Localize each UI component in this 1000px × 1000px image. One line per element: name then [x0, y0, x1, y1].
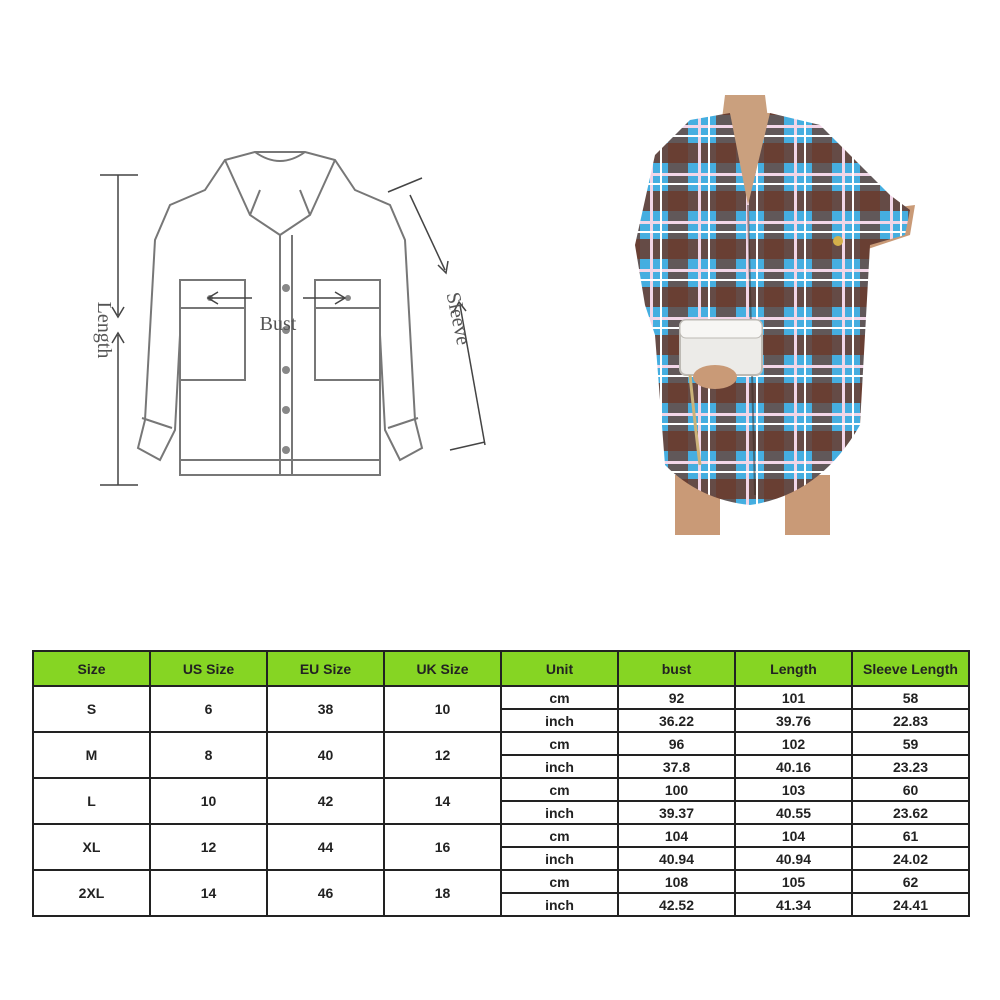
sleeve-cell: 60 — [852, 778, 969, 801]
bust-cell: 104 — [618, 824, 735, 847]
header-uk-size: UK Size — [384, 651, 501, 686]
unit-cell: inch — [501, 893, 618, 916]
unit-cell: cm — [501, 870, 618, 893]
size-cell: L — [33, 778, 150, 824]
uk-size-cell: 18 — [384, 870, 501, 916]
length-cell: 40.94 — [735, 847, 852, 870]
unit-cell: inch — [501, 709, 618, 732]
bust-cell: 108 — [618, 870, 735, 893]
sleeve-cell: 24.41 — [852, 893, 969, 916]
bust-cell: 36.22 — [618, 709, 735, 732]
sleeve-cell: 59 — [852, 732, 969, 755]
bust-cell: 40.94 — [618, 847, 735, 870]
header-unit: Unit — [501, 651, 618, 686]
unit-cell: cm — [501, 732, 618, 755]
eu-size-cell: 42 — [267, 778, 384, 824]
size-cell: XL — [33, 824, 150, 870]
table-row — [33, 778, 969, 801]
eu-size-cell: 46 — [267, 870, 384, 916]
sleeve-cell: 23.62 — [852, 801, 969, 824]
uk-size-cell: 10 — [384, 686, 501, 732]
table-row — [33, 824, 969, 847]
unit-cell: cm — [501, 778, 618, 801]
sleeve-cell: 22.83 — [852, 709, 969, 732]
header-us-size: US Size — [150, 651, 267, 686]
length-cell: 41.34 — [735, 893, 852, 916]
header-size: Size — [33, 651, 150, 686]
table-row — [33, 686, 969, 709]
sleeve-cell: 23.23 — [852, 755, 969, 778]
length-cell: 102 — [735, 732, 852, 755]
size-cell: S — [33, 686, 150, 732]
unit-cell: inch — [501, 755, 618, 778]
length-cell: 103 — [735, 778, 852, 801]
length-cell: 40.16 — [735, 755, 852, 778]
bust-cell: 37.8 — [618, 755, 735, 778]
unit-cell: cm — [501, 824, 618, 847]
sleeve-cell: 61 — [852, 824, 969, 847]
eu-size-cell: 38 — [267, 686, 384, 732]
us-size-cell: 8 — [150, 732, 267, 778]
sleeve-label: Sleeve — [441, 290, 475, 348]
sleeve-cell: 62 — [852, 870, 969, 893]
eu-size-cell: 44 — [267, 824, 384, 870]
size-chart-table — [32, 650, 970, 917]
uk-size-cell: 14 — [384, 778, 501, 824]
sleeve-cell: 58 — [852, 686, 969, 709]
us-size-cell: 10 — [150, 778, 267, 824]
uk-size-cell: 12 — [384, 732, 501, 778]
table-header-row — [33, 651, 969, 686]
us-size-cell: 14 — [150, 870, 267, 916]
header-sleeve-length: Sleeve Length — [852, 651, 969, 686]
us-size-cell: 12 — [150, 824, 267, 870]
length-cell: 104 — [735, 824, 852, 847]
shirt-measurement-diagram — [60, 130, 520, 510]
table-row — [33, 870, 969, 893]
bust-label: Bust — [259, 313, 297, 335]
length-cell: 39.76 — [735, 709, 852, 732]
length-cell: 101 — [735, 686, 852, 709]
bust-cell: 96 — [618, 732, 735, 755]
unit-cell: cm — [501, 686, 618, 709]
unit-cell: inch — [501, 847, 618, 870]
bust-cell: 42.52 — [618, 893, 735, 916]
eu-size-cell: 40 — [267, 732, 384, 778]
plaid-shirt-dress-photo — [620, 95, 930, 535]
bust-cell: 100 — [618, 778, 735, 801]
uk-size-cell: 16 — [384, 824, 501, 870]
size-cell: 2XL — [33, 870, 150, 916]
size-cell: M — [33, 732, 150, 778]
bust-cell: 39.37 — [618, 801, 735, 824]
table-row — [33, 732, 969, 755]
sleeve-cell: 24.02 — [852, 847, 969, 870]
header-length: Length — [735, 651, 852, 686]
us-size-cell: 6 — [150, 686, 267, 732]
length-cell: 40.55 — [735, 801, 852, 824]
length-cell: 105 — [735, 870, 852, 893]
bust-cell: 92 — [618, 686, 735, 709]
length-label: Length — [93, 301, 115, 359]
header-eu-size: EU Size — [267, 651, 384, 686]
header-bust: bust — [618, 651, 735, 686]
unit-cell: inch — [501, 801, 618, 824]
